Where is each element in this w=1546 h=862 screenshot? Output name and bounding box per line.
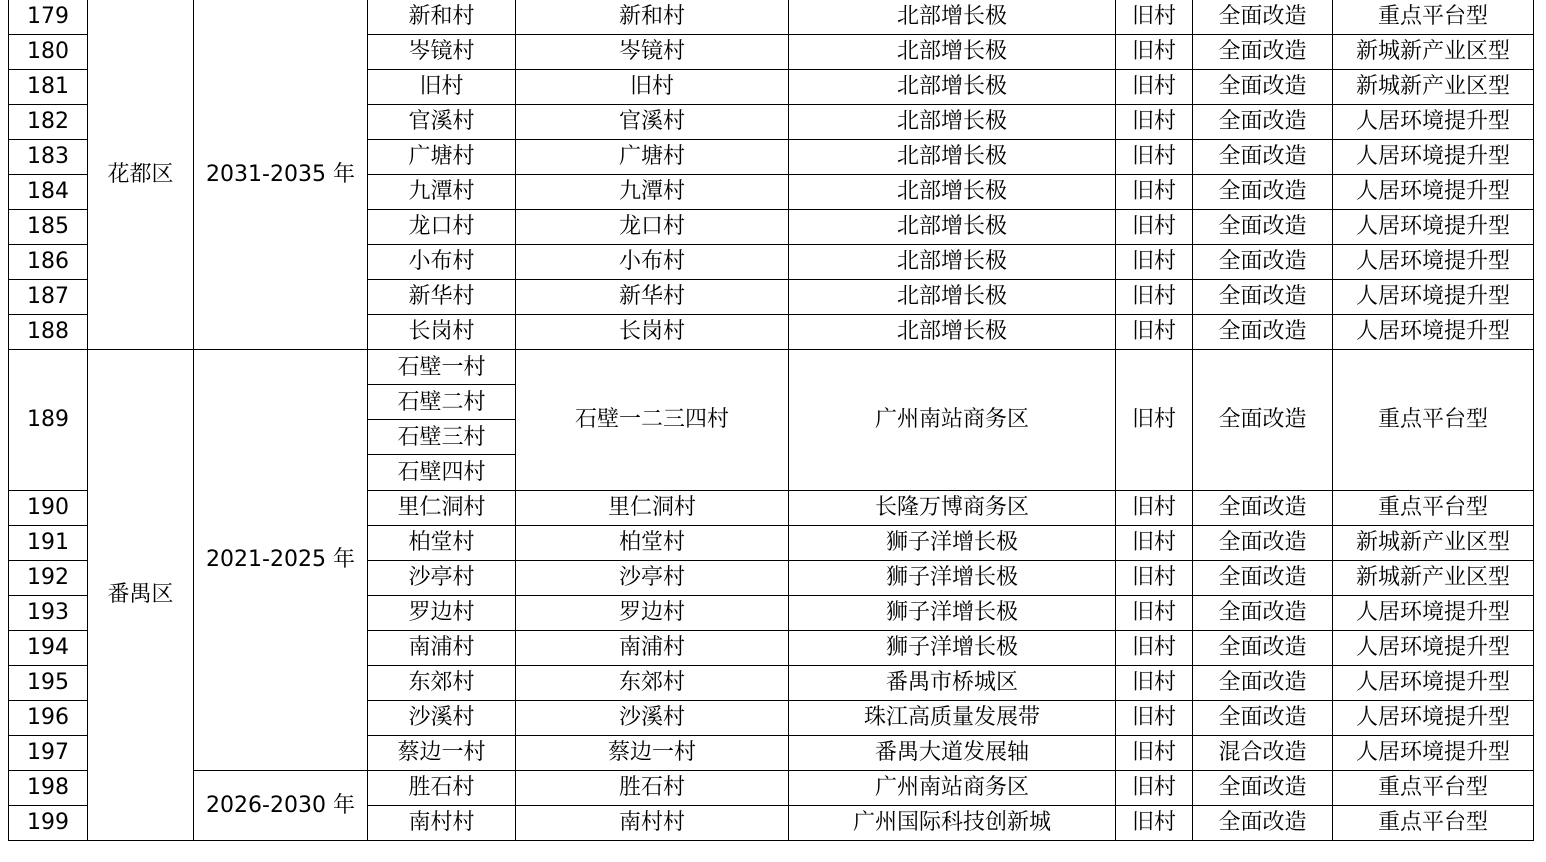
mode-cell: 全面改造 [1193,210,1333,245]
type-cell: 旧村 [1116,35,1193,70]
mode-cell: 全面改造 [1193,350,1333,491]
category-cell: 人居环境提升型 [1333,105,1534,140]
row-number: 197 [9,736,88,771]
category-cell: 人居环境提升型 [1333,666,1534,701]
mode-cell: 全面改造 [1193,771,1333,806]
category-cell: 新城新产业区型 [1333,70,1534,105]
row-number: 190 [9,491,88,526]
table-row [9,0,1534,35]
mode-cell: 全面改造 [1193,596,1333,631]
row-number: 194 [9,631,88,666]
project-name-cell: 蔡边一村 [516,736,789,771]
area-cell: 北部增长极 [789,280,1116,315]
village-cell: 南村村 [368,806,516,841]
village-cell: 新华村 [368,280,516,315]
area-cell: 狮子洋增长极 [789,561,1116,596]
project-name-cell: 南村村 [516,806,789,841]
area-cell: 番禺市桥城区 [789,666,1116,701]
category-cell: 人居环境提升型 [1333,280,1534,315]
village-cell: 罗边村 [368,596,516,631]
type-cell: 旧村 [1116,350,1193,491]
area-cell: 珠江高质量发展带 [789,701,1116,736]
category-cell: 重点平台型 [1333,771,1534,806]
area-cell: 北部增长极 [789,245,1116,280]
project-name-cell: 官溪村 [516,105,789,140]
type-cell: 旧村 [1116,105,1193,140]
mode-cell: 全面改造 [1193,526,1333,561]
type-cell: 旧村 [1116,491,1193,526]
row-number: 180 [9,35,88,70]
type-cell: 旧村 [1116,596,1193,631]
village-cell: 沙亭村 [368,561,516,596]
period-cell: 2021-2025 年 [194,350,368,771]
area-cell: 广州南站商务区 [789,771,1116,806]
row-number: 195 [9,666,88,701]
area-cell: 北部增长极 [789,140,1116,175]
village-cell: 广塘村 [368,140,516,175]
area-cell: 广州南站商务区 [789,350,1116,491]
mode-cell: 全面改造 [1193,245,1333,280]
row-number: 185 [9,210,88,245]
project-name-cell: 沙溪村 [516,701,789,736]
row-number: 188 [9,315,88,350]
category-cell: 人居环境提升型 [1333,701,1534,736]
row-number: 199 [9,806,88,841]
village-cell: 旧村 [368,70,516,105]
area-cell: 狮子洋增长极 [789,596,1116,631]
area-cell: 北部增长极 [789,70,1116,105]
area-cell: 北部增长极 [789,35,1116,70]
period-cell: 2026-2030 年 [194,771,368,841]
category-cell: 新城新产业区型 [1333,526,1534,561]
village-cell: 胜石村 [368,771,516,806]
district-cell: 花都区 [88,0,194,350]
mode-cell: 全面改造 [1193,35,1333,70]
mode-cell: 全面改造 [1193,491,1333,526]
area-cell: 狮子洋增长极 [789,526,1116,561]
village-cell: 柏堂村 [368,526,516,561]
category-cell: 人居环境提升型 [1333,631,1534,666]
village-cell: 南浦村 [368,631,516,666]
project-name-cell: 新和村 [516,0,789,35]
project-name-cell: 九潭村 [516,175,789,210]
type-cell: 旧村 [1116,736,1193,771]
project-name-cell: 罗边村 [516,596,789,631]
category-cell: 人居环境提升型 [1333,245,1534,280]
row-number: 189 [9,350,88,491]
row-number: 198 [9,771,88,806]
type-cell: 旧村 [1116,631,1193,666]
category-cell: 新城新产业区型 [1333,35,1534,70]
mode-cell: 全面改造 [1193,561,1333,596]
mode-cell: 全面改造 [1193,806,1333,841]
row-number: 191 [9,526,88,561]
renovation-project-table [8,0,1534,841]
project-name-cell: 长岗村 [516,315,789,350]
type-cell: 旧村 [1116,245,1193,280]
mode-cell: 全面改造 [1193,631,1333,666]
project-name-cell: 石壁一二三四村 [516,350,789,491]
district-cell: 番禺区 [88,350,194,841]
mode-cell: 全面改造 [1193,70,1333,105]
project-name-cell: 柏堂村 [516,526,789,561]
village-cell: 蔡边一村 [368,736,516,771]
area-cell: 北部增长极 [789,0,1116,35]
area-cell: 广州国际科技创新城 [789,806,1116,841]
project-name-cell: 新华村 [516,280,789,315]
area-cell: 长隆万博商务区 [789,491,1116,526]
category-cell: 新城新产业区型 [1333,561,1534,596]
type-cell: 旧村 [1116,771,1193,806]
category-cell: 人居环境提升型 [1333,140,1534,175]
type-cell: 旧村 [1116,175,1193,210]
type-cell: 旧村 [1116,701,1193,736]
type-cell: 旧村 [1116,526,1193,561]
category-cell: 人居环境提升型 [1333,736,1534,771]
mode-cell: 全面改造 [1193,701,1333,736]
row-number: 179 [9,0,88,35]
category-cell: 重点平台型 [1333,0,1534,35]
row-number: 193 [9,596,88,631]
project-name-cell: 南浦村 [516,631,789,666]
village-cell: 岑镜村 [368,35,516,70]
area-cell: 北部增长极 [789,175,1116,210]
row-number: 182 [9,105,88,140]
project-name-cell: 岑镜村 [516,35,789,70]
type-cell: 旧村 [1116,666,1193,701]
mode-cell: 全面改造 [1193,0,1333,35]
village-subcell: 石壁二村 [368,385,515,420]
category-cell: 重点平台型 [1333,491,1534,526]
area-cell: 番禺大道发展轴 [789,736,1116,771]
type-cell: 旧村 [1116,315,1193,350]
period-cell: 2031-2035 年 [194,0,368,350]
village-cell: 沙溪村 [368,701,516,736]
type-cell: 旧村 [1116,210,1193,245]
project-name-cell: 龙口村 [516,210,789,245]
type-cell: 旧村 [1116,280,1193,315]
table-row [9,771,1534,806]
type-cell: 旧村 [1116,806,1193,841]
row-number: 192 [9,561,88,596]
area-cell: 北部增长极 [789,315,1116,350]
row-number: 187 [9,280,88,315]
row-number: 196 [9,701,88,736]
table-row [9,350,1534,491]
category-cell: 人居环境提升型 [1333,175,1534,210]
row-number: 184 [9,175,88,210]
row-number: 181 [9,70,88,105]
type-cell: 旧村 [1116,140,1193,175]
village-cell: 小布村 [368,245,516,280]
village-subcell: 石壁一村 [368,350,515,385]
mode-cell: 混合改造 [1193,736,1333,771]
area-cell: 北部增长极 [789,105,1116,140]
category-cell: 人居环境提升型 [1333,596,1534,631]
row-number: 186 [9,245,88,280]
project-name-cell: 沙亭村 [516,561,789,596]
category-cell: 重点平台型 [1333,806,1534,841]
mode-cell: 全面改造 [1193,175,1333,210]
project-name-cell: 胜石村 [516,771,789,806]
mode-cell: 全面改造 [1193,315,1333,350]
village-cell: 龙口村 [368,210,516,245]
row-number: 183 [9,140,88,175]
type-cell: 旧村 [1116,0,1193,35]
project-name-cell: 里仁洞村 [516,491,789,526]
mode-cell: 全面改造 [1193,666,1333,701]
category-cell: 人居环境提升型 [1333,315,1534,350]
project-name-cell: 旧村 [516,70,789,105]
village-cell: 官溪村 [368,105,516,140]
mode-cell: 全面改造 [1193,105,1333,140]
village-subcell: 石壁三村 [368,420,515,455]
type-cell: 旧村 [1116,70,1193,105]
mode-cell: 全面改造 [1193,280,1333,315]
project-name-cell: 广塘村 [516,140,789,175]
village-cell: 东郊村 [368,666,516,701]
village-cell: 长岗村 [368,315,516,350]
village-group-cell [368,350,516,491]
area-cell: 狮子洋增长极 [789,631,1116,666]
village-cell: 新和村 [368,0,516,35]
mode-cell: 全面改造 [1193,140,1333,175]
village-subcell: 石壁四村 [397,460,486,485]
type-cell: 旧村 [1116,561,1193,596]
area-cell: 北部增长极 [789,210,1116,245]
village-cell: 九潭村 [368,175,516,210]
project-name-cell: 小布村 [516,245,789,280]
category-cell: 重点平台型 [1333,350,1534,491]
category-cell: 人居环境提升型 [1333,210,1534,245]
village-cell: 里仁洞村 [368,491,516,526]
project-name-cell: 东郊村 [516,666,789,701]
